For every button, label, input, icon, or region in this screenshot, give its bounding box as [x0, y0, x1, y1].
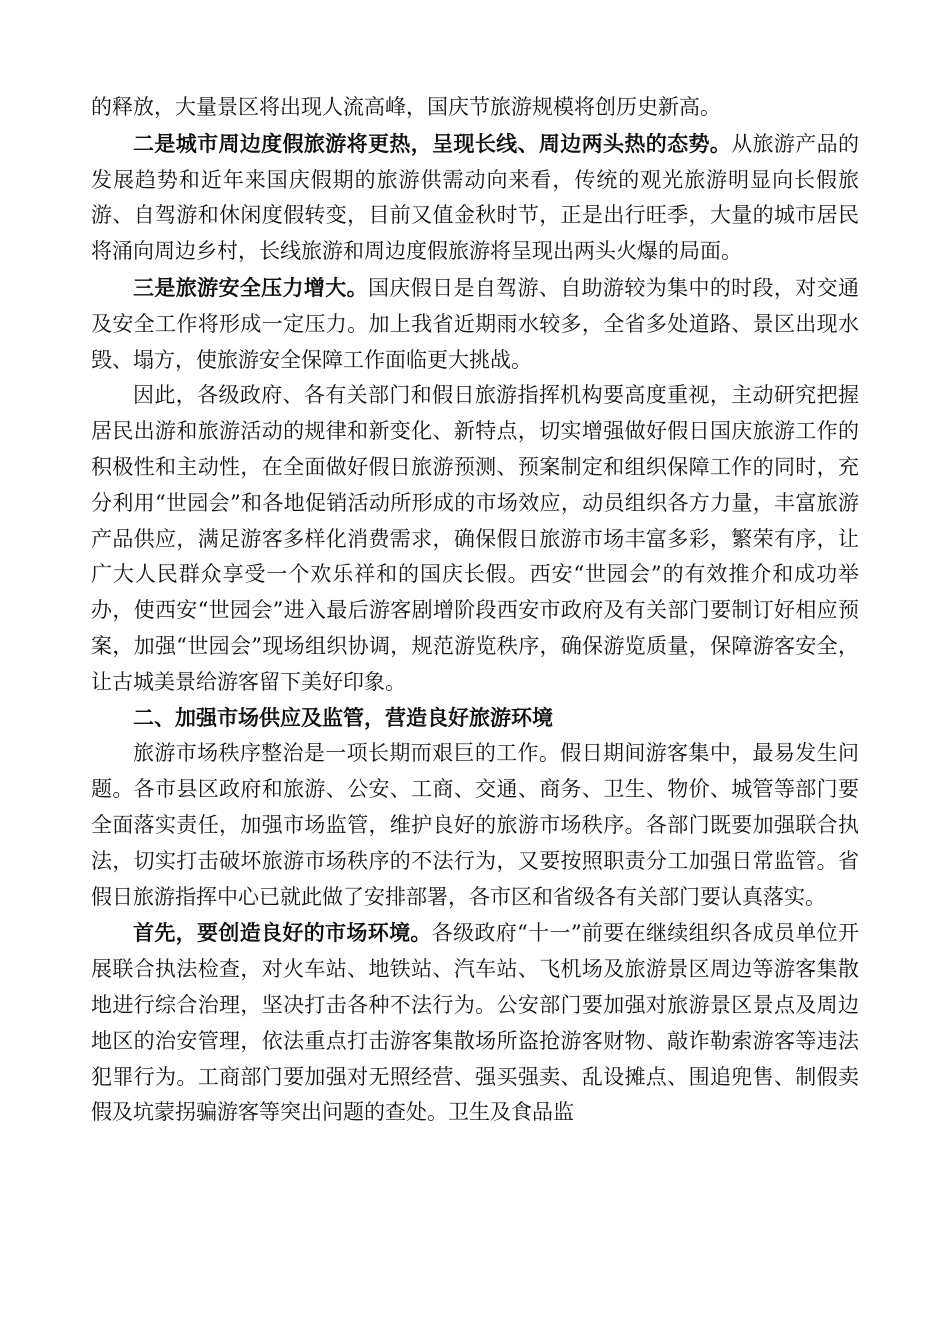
paragraph-lead: 二是城市周边度假旅游将更热，呈现长线、周边两头热的态势。 [133, 130, 732, 156]
paragraph-text: 从旅游产品的发展趋势和近年来国庆假期的旅游供需动向来看，传统的观光旅游明显向长假旅游、自驾游和休闲度假转变，目前又值金秋时节，正是出行旺季，大量的城市居民将涌向周边乡村，长线旅游和周边度假旅游将呈现出两头火爆的局面。 [91, 131, 860, 264]
paragraph-lead: 首先，要创造良好的市场环境。 [133, 920, 432, 946]
paragraph-suburban-tourism [91, 126, 859, 270]
paragraph-therefore [91, 378, 859, 700]
paragraph-lead: 三是旅游安全压力增大。 [133, 274, 368, 300]
paragraph-market-environment [91, 915, 859, 1131]
paragraph-market-order [91, 736, 859, 915]
document-body [91, 90, 859, 1131]
paragraph-safety-pressure [91, 270, 859, 378]
paragraph-text: 旅游市场秩序整治是一项长期而艰巨的工作。假日期间游客集中，最易发生问题。各市县区政府和旅游、公安、工商、交通、商务、卫生、物价、城管等部门要全面落实责任，加强市场监管，维护良好的旅游市场秩序。各部门既要加强联合执法，切实打击破坏旅游市场秩序的不法行为，又要按照职责分工加强日常监管。省假日旅游指挥中心已就此做了安排部署，各市区和省级各有关部门要认真落实。 [91, 741, 859, 909]
paragraph-text: 的释放，大量景区将出现人流高峰，国庆节旅游规模将创历史新高。 [91, 95, 721, 119]
section-heading [91, 701, 859, 737]
paragraph-text: 因此，各级政府、各有关部门和假日旅游指挥机构要高度重视，主动研究把握居民出游和旅游活动的规律和新变化、新特点，切实增强做好假日国庆旅游工作的积极性和主动性，在全面做好假日旅游预测、预案制定和组织保障工作的同时，充分利用“世园会”和各地促销活动所形成的市场效应，动员组织各方力量，丰富旅游产品供应，满足游客多样化消费需求，确保假日旅游市场丰富多彩，繁荣有序，让广大人民群众享受一个欢乐祥和的国庆长假。西安“世园会”的有效推介和成功举办，使西安“世园会”进入最后游客剧增阶段西安市政府及有关部门要制订好相应预案，加强“世园会”现场组织协调，规范游览秩序，确保游览质量，保障游客安全，让古城美景给游客留下美好印象。 [91, 383, 859, 694]
section-heading-text: 二、加强市场供应及监管，营造良好旅游环境 [133, 705, 553, 730]
paragraph-text: 各级政府“十一”前要在继续组织各成员单位开展联合执法检查，对火车站、地铁站、汽车站、飞机场及旅游景区周边等游客集散地进行综合治理，坚决打击各种不法行为。公安部门要加强对旅游景区景点及周边地区的治安管理，依法重点打击游客集散场所盗抢游客财物、敲诈勒索游客等违法犯罪行为。工商部门要加强对无照经营、强买强卖、乱设摊点、围追兜售、制假卖假及坑蒙拐骗游客等突出问题的查处。卫生及食品监 [91, 921, 859, 1125]
paragraph-text: 国庆假日是自驾游、自助游较为集中的时段，对交通及安全工作将形成一定压力。加上我省近期雨水较多，全省多处道路、景区出现水毁、塌方，使旅游安全保障工作面临更大挑战。 [91, 275, 859, 372]
paragraph-continuation [91, 90, 859, 126]
